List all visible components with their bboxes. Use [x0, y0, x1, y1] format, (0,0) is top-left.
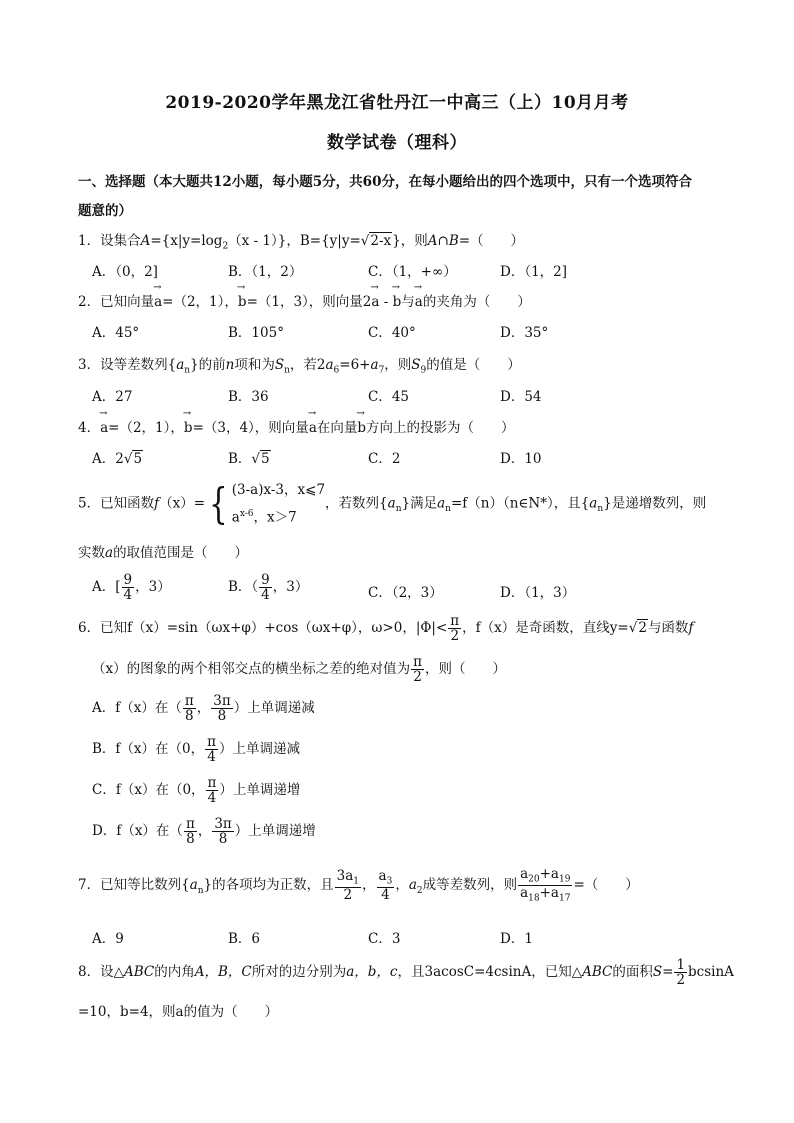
option-b: B．105°	[228, 325, 284, 341]
question-6: 6．已知f（x）=sin（ωx+φ）+cos（ωx+φ），ω>0，|Φ|< $\frac{\pi}{2}$ ，f（x）是奇函数，直线y=√2与函数f	[78, 613, 694, 645]
question-number: 7．	[78, 877, 101, 894]
option-c: C．f（x）在（0， $\frac{\pi}{4}$ ）上单调递增	[92, 775, 301, 807]
section-heading-line2: 题意的）	[78, 203, 132, 219]
section-heading-line1: 一、选择题（本大题共12小题，每小题5分，共60分，在每小题给出的四个选项中，只有一个选项符合	[78, 174, 692, 190]
question-7: 7．已知等比数列$\{a_n\}$的各项均为正数，且 $\frac{3a_1}{2}$ ， $\frac{a_3}{4}$ ，$a_2$成等差数列，则 $\frac{a_{20}+a_{19}}{a_{18}+a_{17}}$ =（ ）	[78, 866, 639, 904]
option-a: A．（0，2]	[92, 264, 158, 280]
vector-a: → a	[100, 420, 108, 436]
option-c: C．40°	[368, 325, 416, 341]
question-8: 8．设△ABC的内角A，B，C所对的边分别为a，b，c，且3acosC=4csinA，已知△ABC的面积S= $\frac{1}{2}$ bcsinA	[78, 957, 734, 989]
option-b: B．f（x）在（0， $\frac{\pi}{4}$ ）上单调递减	[92, 734, 300, 766]
options-q7	[92, 927, 732, 947]
option-a: A．45°	[92, 325, 140, 341]
vector-b: → b	[238, 294, 247, 310]
vector-a: → a	[154, 294, 162, 310]
option-c: C．（2，3）	[368, 585, 443, 601]
question-number: 6．	[78, 620, 101, 637]
option-d: D．35°	[500, 325, 549, 341]
option-b: B．（ $\frac{9}{4}$ ，3）	[228, 572, 309, 604]
question-5-line2: 实数a的取值范围是（ ）	[78, 545, 249, 561]
option-d: D．54	[500, 389, 542, 405]
option-d: D．f（x）在（ $\frac{\pi}{8}$ ， $\frac{3\pi}{8}$ ）上单调递增	[92, 816, 316, 848]
question-number: 8．	[78, 964, 101, 981]
option-d: D．（1，2]	[500, 264, 568, 280]
option-d: D．10	[500, 451, 542, 467]
option-b: B．36	[228, 389, 269, 405]
piecewise-brace: {	[209, 478, 228, 528]
options-q1	[92, 260, 732, 280]
question-3: 3．设等差数列$\{a_n\}$的前n项和为$S_n$，若$2a_6=6+a_7$，则$S_9$的值是（ ）	[78, 357, 521, 376]
option-b: B．（1，2）	[228, 264, 303, 280]
question-5: 5．已知函数f（x）={ (3-a)x-3，x⩽7 $a^{x-6}$，x＞7 ，若数列$\{a_n\}$满足$a_n=f(n)(n\in N*)$，且$\{a_n\}$是递增数列，则	[78, 478, 707, 528]
question-1: 1．设集合$A=\{x|y=\log_2(x - 1)\}$，B={y|y=√2-x}，则A∩B=（ ）	[78, 233, 525, 252]
option-d: D．（1，3）	[500, 585, 576, 601]
option-a: A．[ $\frac{9}{4}$ ，3）	[92, 572, 171, 604]
option-a: A．27	[92, 389, 133, 405]
question-6-line2: （x）的图象的两个相邻交点的横坐标之差的绝对值为 $\frac{\pi}{2}$ ，则（ ）	[92, 654, 506, 686]
exam-title: 2019-2020学年黑龙江省牡丹江一中高三（上）10月月考	[165, 93, 629, 113]
question-4: 4．→ a=（2，1），→ b=（3，4），则向量→ a在向量→ b方向上的投影为（ ）	[78, 416, 515, 436]
option-a: A．f（x）在（ $\frac{\pi}{8}$ ， $\frac{3\pi}{8}$ ）上单调递减	[92, 693, 315, 725]
option-c: C．2	[368, 451, 401, 467]
option-a: A．2√5	[92, 451, 143, 467]
question-2: 2．已知向量→ a=（2，1），→ b=（1，3），则向量2→ a - → b与→ a的夹角为（ ）	[78, 290, 531, 310]
vector-b: → b	[184, 420, 193, 436]
sqrt: √2-x	[360, 233, 392, 249]
option-c: C．45	[368, 389, 410, 405]
question-number: 2．	[78, 294, 101, 310]
options-q3	[92, 385, 732, 405]
options-q4	[92, 447, 732, 467]
options-q5	[92, 572, 732, 604]
option-c: C．3	[368, 931, 401, 947]
question-8-line2: =10，b=4，则a的值为（ ）	[78, 1004, 279, 1020]
option-b: B．6	[228, 931, 261, 947]
piecewise-cases: (3-a)x-3，x⩽7 $a^{x-6}$，x＞7	[231, 482, 326, 526]
question-number: 3．	[78, 357, 101, 373]
question-number: 1．	[78, 233, 101, 249]
option-b: B．√5	[228, 451, 270, 467]
option-a: A．9	[92, 931, 124, 947]
exam-subtitle: 数学试卷（理科）	[327, 133, 467, 153]
option-c: C．（1，+∞）	[368, 264, 457, 280]
option-d: D．1	[500, 931, 533, 947]
question-number: 4．	[78, 420, 101, 436]
options-q2	[92, 321, 732, 341]
question-number: 5．	[78, 495, 101, 512]
